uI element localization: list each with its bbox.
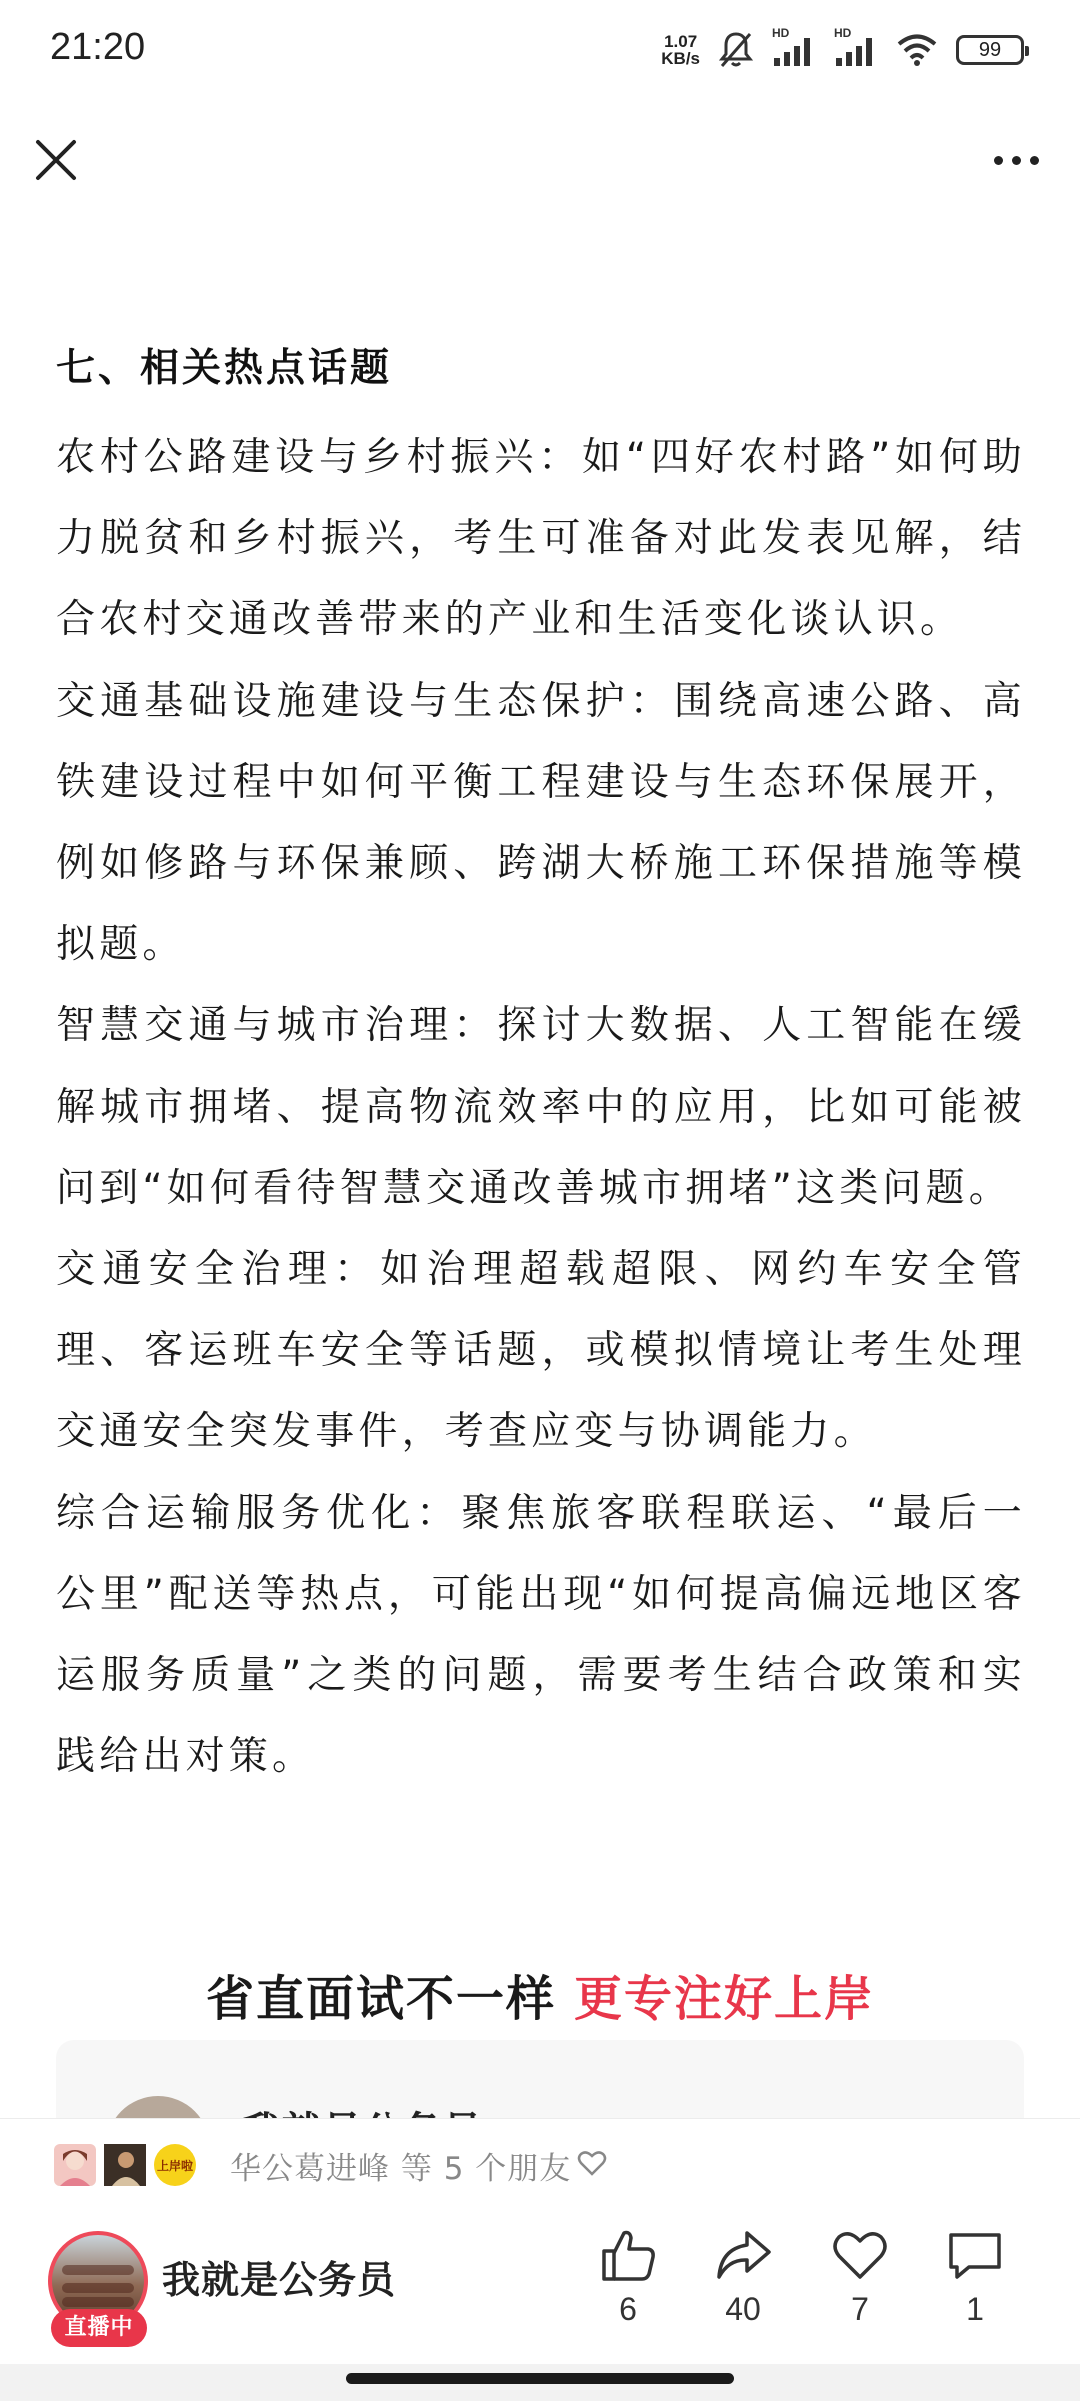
- live-badge[interactable]: 直播中: [51, 2309, 147, 2347]
- account-name[interactable]: 我就是公务员: [162, 2258, 397, 2302]
- mute-bell-icon: [718, 30, 754, 70]
- network-speed-value: 1.07: [664, 32, 698, 51]
- slogan-part1: 省直面试不一样: [205, 1971, 556, 2027]
- battery-level: 99: [978, 38, 1002, 61]
- home-indicator[interactable]: [0, 2364, 1080, 2401]
- share-arrow-icon: [713, 2227, 773, 2283]
- signal-label-2: HD: [834, 26, 852, 40]
- heart-outline-icon: [577, 2149, 607, 2181]
- comment-count: 1: [966, 2291, 984, 2327]
- section-title: 七、相关热点话题: [56, 346, 393, 391]
- comment-button[interactable]: [920, 2227, 1030, 2328]
- slogan: [0, 1960, 1080, 2029]
- paragraph-rural-roads: 农村公路建设与乡村振兴：如“四好农村路”如何助力脱贫和乡村振兴，考生可准备对此发表见解，结合农村交通改善带来的产业和生活变化谈认识。: [56, 435, 1026, 643]
- comment-bubble-icon: [945, 2227, 1005, 2283]
- nav-bar: [0, 100, 1080, 220]
- home-indicator-bar[interactable]: [346, 2373, 734, 2384]
- more-options-button[interactable]: [976, 128, 1056, 192]
- friends-liked-text: 华公葛进峰 等 5 个朋友: [230, 2150, 572, 2187]
- paragraph-eco-protection: 交通基础设施建设与生态保护：围绕高速公路、高铁建设过程中如何平衡工程建设与生态环保展开，例如修路与环保兼顾、跨湖大桥施工环保措施等模拟题。: [56, 678, 1026, 968]
- heart-icon: [830, 2227, 890, 2283]
- account-info[interactable]: [48, 2231, 568, 2351]
- thumbs-up-icon: [598, 2227, 658, 2283]
- network-speed: [661, 33, 700, 67]
- status-time: 21:20: [50, 26, 146, 68]
- more-dot: [1030, 156, 1039, 165]
- friend-avatar: [54, 2144, 96, 2186]
- paragraph-transport-service: 综合运输服务优化：聚焦旅客联程联运、“最后一公里”配送等热点，可能出现“如何提高偏远地区客运服务质量”之类的问题，需要考生结合政策和实践给出对策。: [56, 1490, 1026, 1780]
- signal-icon-1: [772, 26, 816, 68]
- close-button[interactable]: [24, 128, 88, 192]
- network-speed-unit: KB/s: [661, 49, 700, 68]
- wifi-icon: [896, 33, 938, 67]
- battery-icon: [956, 35, 1024, 65]
- signal-label-1: HD: [772, 26, 790, 40]
- friend-avatar: [104, 2144, 146, 2186]
- status-bar: [0, 0, 1080, 100]
- share-button[interactable]: [688, 2227, 798, 2328]
- like-button[interactable]: [573, 2227, 683, 2328]
- more-dot: [994, 156, 1003, 165]
- friends-interaction-row[interactable]: [54, 2141, 607, 2189]
- share-count: 40: [725, 2291, 761, 2327]
- close-icon: [34, 138, 78, 182]
- slogan-part2: 更专注好上岸: [574, 1971, 875, 2027]
- favorite-count: 7: [851, 2291, 869, 2327]
- favorite-button[interactable]: [805, 2227, 915, 2328]
- friend-avatar: 上岸啦: [154, 2144, 196, 2186]
- more-dot: [1012, 156, 1021, 165]
- bottom-panel: [0, 2118, 1080, 2401]
- paragraph-list: [56, 417, 1026, 1797]
- status-icons: [661, 28, 1024, 72]
- signal-icon-2: [834, 26, 878, 68]
- paragraph-traffic-safety: 交通安全治理：如治理超载超限、网约车安全管理、客运班车安全等话题，或模拟情境让考生处理交通安全突发事件，考查应变与协调能力。: [56, 1247, 1026, 1455]
- like-count: 6: [619, 2291, 637, 2327]
- paragraph-smart-traffic: 智慧交通与城市治理：探讨大数据、人工智能在缓解城市拥堵、提高物流效率中的应用，比如可能被问到“如何看待智慧交通改善城市拥堵”这类问题。: [56, 1003, 1026, 1211]
- account-card[interactable]: [56, 2040, 1024, 2120]
